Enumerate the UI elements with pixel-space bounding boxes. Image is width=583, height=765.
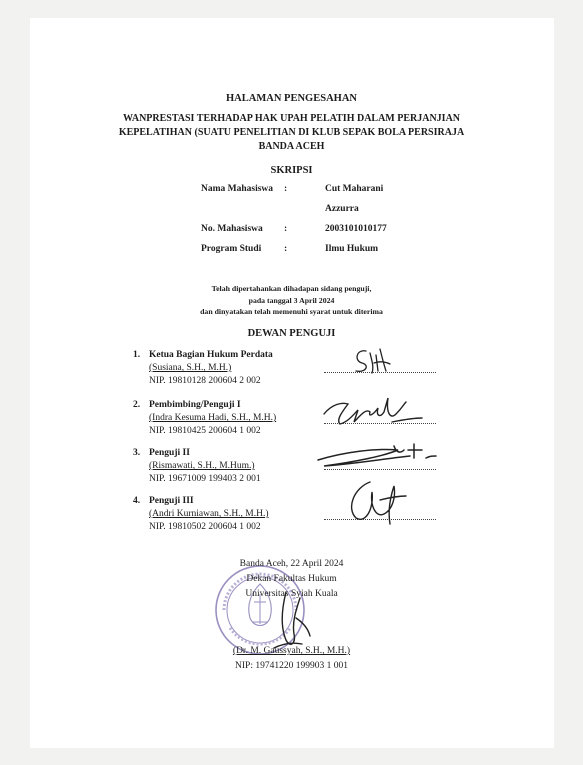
- examiner-nip: NIP. 19810128 200604 2 002: [149, 376, 261, 386]
- signature-2: [318, 392, 428, 434]
- examiner-name: (Andri Kurniawan, S.H., M.H.): [149, 509, 269, 519]
- examiner-nip: NIP. 19810425 200604 1 002: [149, 426, 261, 436]
- examiner-nip: NIP. 19671009 199403 2 001: [149, 474, 261, 484]
- examiner-number: 3.: [133, 448, 141, 458]
- page-heading: HALAMAN PENGESAHAN: [226, 93, 357, 104]
- student-number-label: No. Mahasiswa: [201, 224, 263, 234]
- thesis-title-line: WANPRESTASI TERHADAP HAK UPAH PELATIH DALAM PERJANJIAN: [122, 113, 461, 124]
- university-name: Universitas Syiah Kuala: [245, 589, 338, 599]
- examiner-name: (Indra Kesuma Hadi, S.H., M.H.): [149, 413, 277, 423]
- examiner-number: 2.: [133, 400, 141, 410]
- signature-4: [340, 478, 410, 528]
- examiner-nip: NIP. 19810502 200604 1 002: [149, 522, 261, 532]
- examiner-role: Penguji II: [149, 448, 190, 458]
- examiner-role: Ketua Bagian Hukum Perdata: [149, 350, 273, 360]
- student-name-value: Cut Maharani: [325, 184, 384, 194]
- examiner-number: 4.: [133, 496, 141, 506]
- study-program-label: Program Studi: [201, 244, 262, 254]
- student-number-value: 2003101010177: [325, 224, 387, 234]
- dean-nip: NIP: 19741220 199903 1 001: [235, 661, 348, 671]
- student-name-value-cont: Azzurra: [325, 204, 359, 214]
- study-program-value: Ilmu Hukum: [325, 244, 379, 254]
- place-date: Banda Aceh, 22 April 2024: [239, 559, 344, 569]
- examiner-name: (Susiana, S.H., M.H.): [149, 363, 232, 373]
- examiner-role: Pembimbing/Penguji I: [149, 400, 241, 410]
- colon: :: [284, 184, 288, 194]
- signature-1: [352, 345, 392, 377]
- defense-line: pada tanggal 3 April 2024: [248, 295, 335, 305]
- defense-line: Telah dipertahankan dihadapan sidang penguji,: [211, 284, 372, 293]
- signature-3: [314, 438, 438, 472]
- dean-name: (Dr. M. Gaussyah, S.H., M.H.): [232, 646, 351, 656]
- examiner-role: Penguji III: [149, 496, 194, 506]
- dean-identity: [0, 644, 583, 674]
- colon: :: [284, 244, 288, 254]
- thesis-title: [0, 112, 583, 154]
- thesis-title-line: KEPELATIHAN (SUATU PENELITIAN DI KLUB SEPAK BOLA PERSIRAJA: [118, 127, 465, 138]
- defense-statement: [0, 283, 583, 318]
- dean-block: [0, 557, 583, 602]
- thesis-title-line: BANDA ACEH: [258, 141, 325, 152]
- committee-heading: DEWAN PENGUJI: [247, 328, 336, 339]
- colon: :: [284, 224, 288, 234]
- document-type: SKRIPSI: [270, 165, 313, 176]
- student-name-label: Nama Mahasiswa: [201, 184, 274, 194]
- examiner-name: (Rismawati, S.H., M.Hum.): [149, 461, 255, 471]
- defense-line: dan dinyatakan telah memenuhi syarat untuk diterima: [200, 307, 383, 316]
- examiner-number: 1.: [133, 350, 141, 360]
- dean-title: Dekan Fakultas Hukum: [246, 574, 337, 584]
